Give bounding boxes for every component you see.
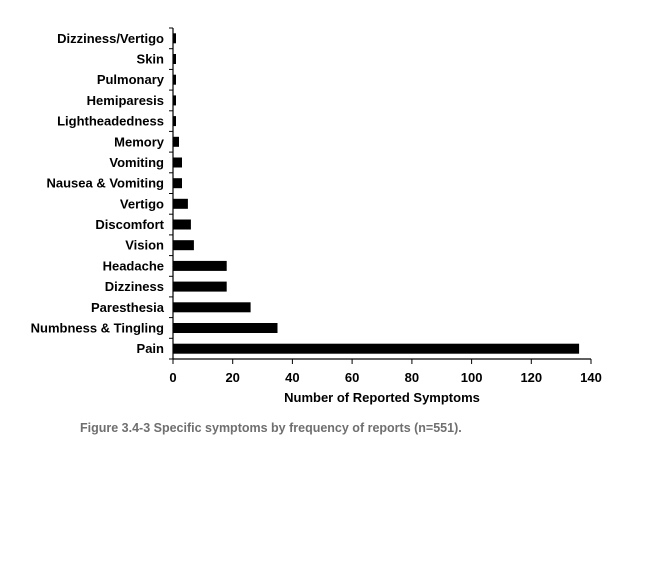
- category-label: Pain: [136, 341, 164, 357]
- category-label: Nausea & Vomiting: [46, 175, 164, 191]
- category-label: Hemiparesis: [86, 92, 164, 108]
- x-tick-label: 120: [520, 370, 543, 385]
- category-label: Skin: [136, 51, 164, 67]
- bar-vision: [173, 240, 194, 250]
- bar-headache: [173, 261, 227, 271]
- x-tick-label: 20: [225, 370, 240, 385]
- x-axis-ticks: [169, 359, 601, 385]
- x-tick-label: 60: [344, 370, 360, 385]
- category-label: Dizziness: [104, 279, 164, 295]
- bar-nausea-vomiting: [173, 178, 182, 188]
- x-tick-label: 40: [285, 370, 300, 385]
- bar-vomiting: [173, 158, 182, 168]
- x-tick-label: 80: [404, 370, 420, 385]
- category-label: Vision: [125, 237, 164, 253]
- x-tick-label: 140: [580, 370, 602, 385]
- bar-dizziness: [173, 282, 227, 292]
- figure-caption: Figure 3.4-3 Specific symptoms by frequency of reports (n=551).: [80, 421, 462, 435]
- category-label: Paresthesia: [91, 299, 164, 315]
- category-label: Dizziness/Vertigo: [57, 30, 164, 46]
- category-label: Lightheadedness: [57, 113, 164, 129]
- bar-vertigo: [173, 199, 188, 209]
- bar-memory: [173, 137, 179, 147]
- x-axis-title: Number of Reported Symptoms: [284, 390, 480, 405]
- category-label: Headache: [102, 258, 164, 274]
- category-label: Pulmonary: [96, 72, 164, 88]
- category-label: Vertigo: [119, 196, 164, 212]
- category-label: Memory: [114, 134, 164, 150]
- x-tick-label: 100: [460, 370, 483, 385]
- x-tick-label: 0: [169, 370, 177, 385]
- category-label: Discomfort: [95, 217, 164, 232]
- bar-discomfort: [173, 220, 191, 230]
- bars-group: [173, 33, 579, 353]
- category-labels: [31, 31, 165, 356]
- bar-numbness-tingling: [173, 323, 278, 333]
- category-label: Vomiting: [109, 155, 164, 170]
- bar-pain: [173, 344, 579, 354]
- category-label: Numbness & Tingling: [30, 320, 164, 336]
- bar-paresthesia: [173, 302, 251, 312]
